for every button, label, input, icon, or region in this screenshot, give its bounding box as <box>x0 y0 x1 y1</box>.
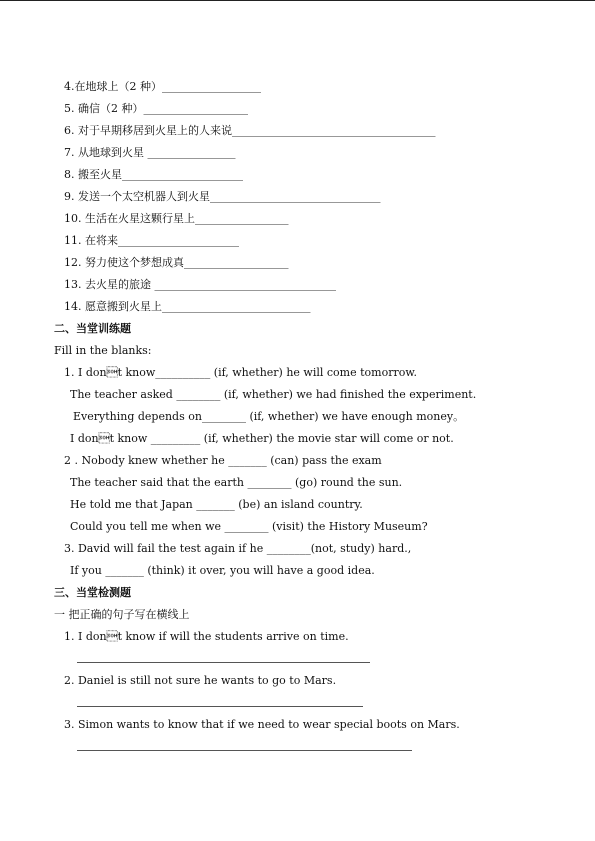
phrase-item: 8. 搬至火星______________________ <box>64 168 243 181</box>
phrase-item: 14. 愿意搬到火星上___________________________ <box>64 300 311 313</box>
phrase-item: 11. 在将来______________________ <box>64 234 239 247</box>
exercise-line: 3. David will fail the test again if he ________(not, study) hard., <box>64 542 412 555</box>
exercise-line: The teacher said that the earth ________ (go) round the sun. <box>70 476 403 489</box>
phrase-item: 10. 生活在火星这颗行星上_________________ <box>64 212 289 225</box>
phrase-item: 6. 对于早期移居到火星上的人来说_____________________________________ <box>64 124 436 137</box>
section-heading: 二、当堂训练题 <box>54 322 131 335</box>
exercise-line: The teacher asked ________ (if, whether) we had finished the experiment. <box>70 388 477 401</box>
sentence-item: 3. Simon wants to know that if we need to wear special boots on Mars. <box>64 718 460 731</box>
answer-line <box>77 662 370 663</box>
exercise-line: 2 . Nobody knew whether he _______ (can) pass the exam <box>64 454 382 467</box>
sentence-item: 1. I dont know if will the students arrive on time. <box>64 630 349 643</box>
exercise-line: Could you tell me when we ________ (visit) the History Museum? <box>70 520 428 533</box>
exercise-line: He told me that Japan _______ (be) an island country. <box>70 498 363 511</box>
exercise-line: 1. I dont know__________ (if, whether) he will come tomorrow. <box>64 366 417 379</box>
exercise-line: Everything depends on________ (if, whether) we have enough money。 <box>73 410 465 423</box>
phrase-item: 13. 去火星的旅途 _________________________________ <box>64 278 336 291</box>
section-heading: 三、当堂检测题 <box>54 586 131 599</box>
page-top-border <box>0 0 595 1</box>
phrase-item: 12. 努力使这个梦想成真___________________ <box>64 256 289 269</box>
instruction-text: 一 把正确的句子写在横线上 <box>54 608 190 621</box>
exercise-line: I dont know _________ (if, whether) the movie star will come or not. <box>70 432 454 445</box>
sentence-item: 2. Daniel is still not sure he wants to go to Mars. <box>64 674 337 687</box>
instruction-text: Fill in the blanks: <box>54 344 152 357</box>
phrase-item: 4.在地球上（2 种）__________________ <box>64 80 261 93</box>
phrase-item: 9. 发送一个太空机器人到火星_______________________________ <box>64 190 381 203</box>
answer-line <box>77 706 363 707</box>
phrase-item: 5. 确信（2 种）___________________ <box>64 102 248 115</box>
phrase-item: 7. 从地球到火星 ________________ <box>64 146 236 159</box>
exercise-line: If you _______ (think) it over, you will have a good idea. <box>70 564 375 577</box>
answer-line <box>77 750 412 751</box>
